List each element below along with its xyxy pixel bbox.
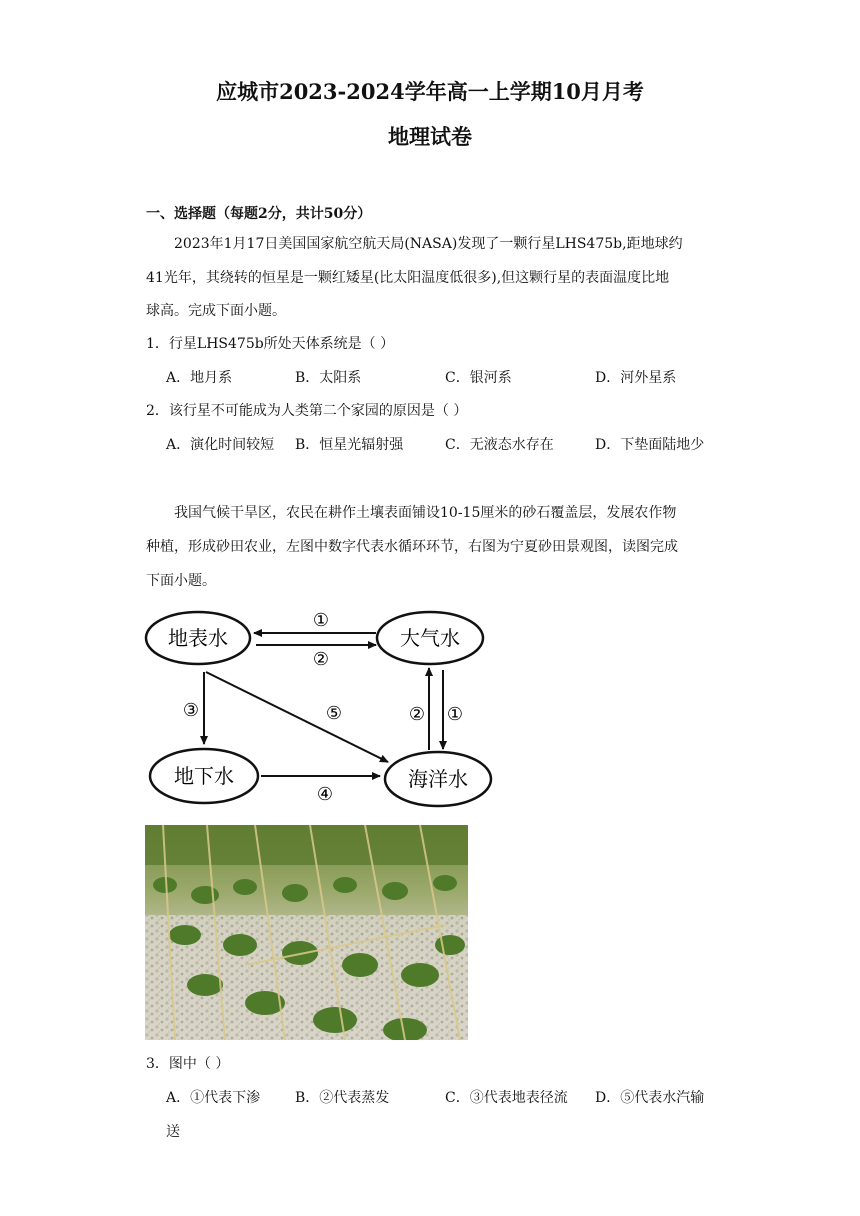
page-title: 应城市2023-2024学年高一上学期10月月考 [216, 79, 644, 104]
label-right-1: ① [446, 704, 464, 725]
atmosphere-water-label: 大气水 [400, 626, 460, 650]
q3-option-c: C．③代表地表径流 [445, 1090, 568, 1106]
passage2-line: 种植，形成砂田农业，左图中数字代表水循环环节，右图为宁夏砂田景观图，读图完成 [146, 539, 678, 555]
arrow-surface-to-ocean [206, 672, 388, 762]
q3-option-b: B．②代表蒸发 [295, 1090, 390, 1106]
question-2-stem: 2．该行星不可能成为人类第二个家园的原因是（ ） [146, 403, 468, 419]
passage1-line: 球高。完成下面小题。 [146, 303, 286, 319]
q3-option-d: D．⑤代表水汽输 [595, 1090, 705, 1106]
passage1-line: 2023年1月17日美国国家航空航天局(NASA)发现了一颗行星LHS475b,距地球约 [174, 236, 683, 252]
q1-option-a: A．地月系 [166, 370, 233, 386]
q2-option-a: A．演化时间较短 [166, 437, 275, 453]
q3-option-d-wrap: 送 [166, 1124, 180, 1140]
question-3-stem: 3．图中（ ） [146, 1056, 230, 1072]
q2-option-d: D．下垫面陆地少 [595, 437, 705, 453]
label-bottom-4: ④ [316, 784, 334, 805]
q1-option-d: D．河外星系 [595, 370, 677, 386]
q1-option-c: C．银河系 [445, 370, 512, 386]
label-diag-5: ⑤ [325, 703, 343, 724]
passage1-line: 41光年，其绕转的恒星是一颗红矮星(比太阳温度低很多),但这颗行星的表面温度比地 [146, 270, 670, 286]
label-top-1: ① [312, 610, 330, 631]
label-left-3: ③ [182, 700, 200, 721]
sand-field-photo [145, 825, 468, 1040]
section-heading: 一、选择题（每题2分，共计50分） [146, 206, 372, 222]
q2-option-c: C．无液态水存在 [445, 437, 554, 453]
ocean-water-label: 海洋水 [408, 767, 468, 791]
passage2-line: 下面小题。 [146, 573, 216, 589]
question-1-stem: 1．行星LHS475b所处天体系统是（ ） [146, 336, 395, 352]
q1-option-b: B．太阳系 [295, 370, 362, 386]
label-right-2: ② [408, 704, 426, 725]
page-subtitle: 地理试卷 [388, 124, 472, 149]
q3-option-a: A．①代表下渗 [166, 1090, 261, 1106]
q2-option-b: B．恒星光辐射强 [295, 437, 404, 453]
surface-water-label: 地表水 [168, 626, 228, 650]
passage2-line: 我国气候干旱区，农民在耕作土壤表面铺设10-15厘米的砂石覆盖层，发展农作物 [174, 505, 677, 521]
ground-water-label: 地下水 [174, 764, 234, 788]
label-top-2: ② [312, 649, 330, 670]
water-cycle-diagram [140, 600, 500, 815]
